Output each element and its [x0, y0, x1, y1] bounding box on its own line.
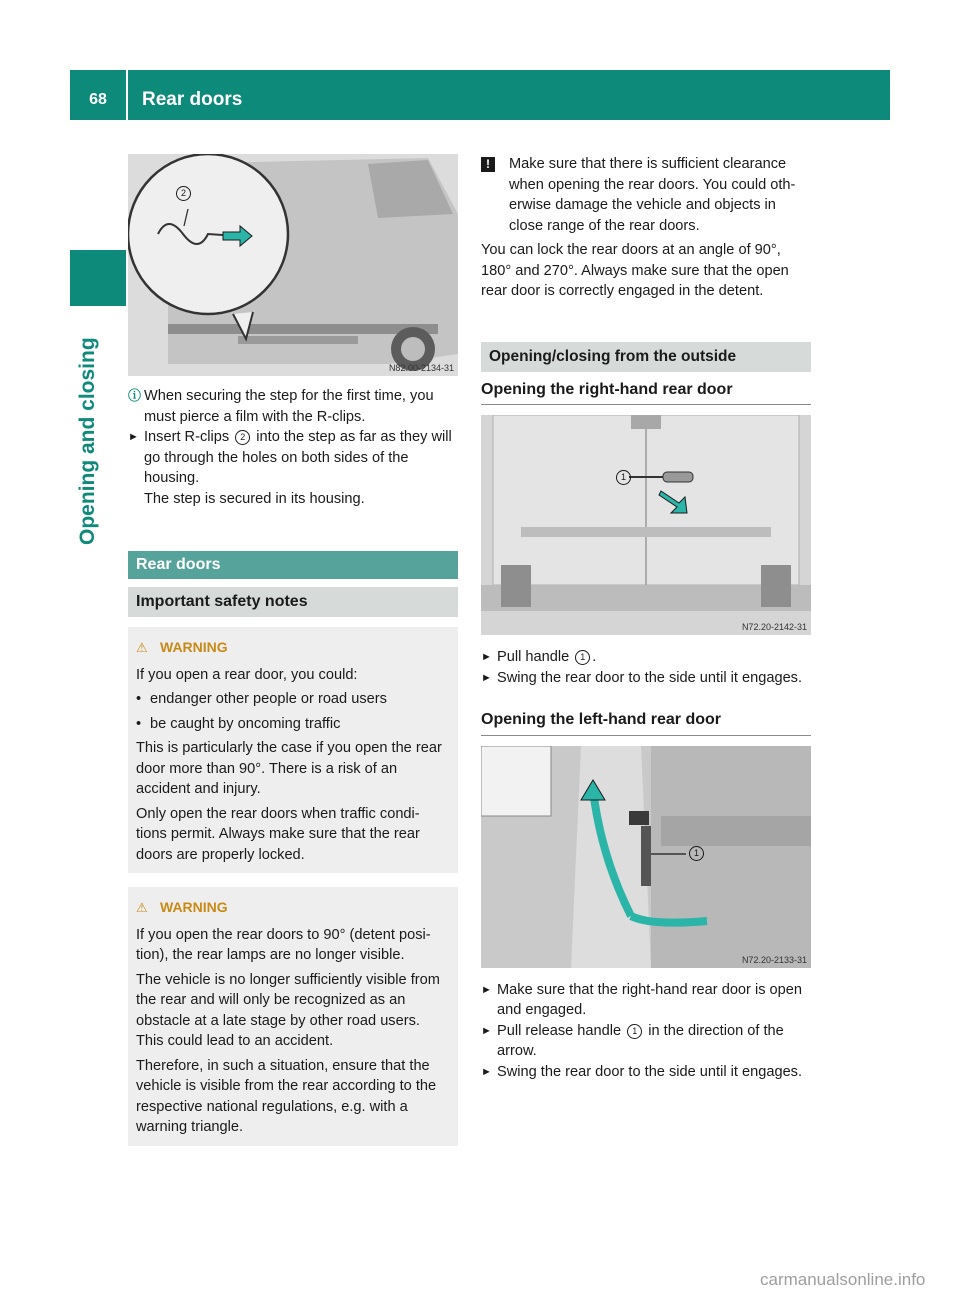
figure-code: N72.20-2142-31: [741, 622, 807, 632]
section-title-outside: Opening/closing from the outside: [481, 342, 811, 372]
caution-text: Make sure that there is sufficient clearance when opening the rear doors. You could oth- erwise damage the vehicle and objects in close range of the rear doors.: [509, 156, 796, 234]
chapter-label: Opening and closing: [76, 337, 99, 545]
header-divider: [126, 70, 128, 120]
step-arrow-icon: ►: [128, 431, 139, 443]
subheading-right-door: Opening the right-hand rear door: [481, 380, 811, 406]
page-header: [70, 70, 890, 120]
right-column: [481, 154, 811, 1082]
callout-1: 1: [616, 470, 631, 485]
subheading-left-door: Opening the left-hand rear door: [481, 710, 811, 736]
step-insert-r-clips: [128, 427, 458, 509]
figure-step-r-clips: [128, 154, 458, 376]
warning-text: Only open the rear doors when traffic condi- tions permit. Always make sure that the rear doors are properly locked.: [136, 805, 420, 863]
section-title: Rear doors: [128, 551, 458, 579]
chapter-tab: [70, 250, 126, 306]
step-result: The step is secured in its housing.: [144, 490, 365, 507]
warning-text: The vehicle is no longer sufficiently visible from the rear and will only be recognized as an obstacle at a late stage by other road users. This could lead to an accident.: [136, 971, 440, 1049]
bullet-icon: •: [136, 691, 142, 707]
step-text: Swing the rear door to the side until it engages.: [497, 1063, 803, 1080]
warning-triangle-icon: ⚠: [136, 640, 148, 655]
warning-box-1: [128, 627, 458, 873]
step-check-right-door: [481, 980, 811, 1021]
page-number: 68: [89, 91, 107, 108]
info-text: When securing the step for the first time, you must pierce a film with the R-clips.: [144, 388, 434, 425]
step-pull-handle: [481, 647, 811, 668]
warning-text: If you open a rear door, you could:: [136, 666, 358, 683]
body-text: You can lock the rear doors at an angle of 90°, 180° and 270°. Always make sure that the open rear door is correctly engaged in the detent.: [481, 242, 789, 299]
rear-door-illustration: [481, 415, 811, 635]
list-item: [136, 689, 450, 710]
step-arrow-icon: ►: [481, 1024, 492, 1037]
callout-ref: 1: [627, 1024, 642, 1039]
caution-icon: !: [481, 157, 495, 172]
warning-box-2: [128, 887, 458, 1146]
warning-label: WARNING: [160, 639, 228, 655]
callout-1: 1: [689, 846, 704, 861]
caution-note: [481, 154, 811, 236]
step-arrow-icon: ►: [481, 671, 492, 684]
subsection-title: Important safety notes: [128, 587, 458, 617]
callout-2: 2: [176, 186, 191, 201]
info-icon: ⓘ: [128, 388, 142, 403]
figure-code: N82.00-2134-31: [388, 363, 454, 373]
step-text: Make sure that the right-hand rear door is open and engaged.: [497, 981, 803, 1018]
step-text: into the step as far as they will go through the holes on both sides of the housing.: [144, 429, 452, 486]
warning-triangle-icon: ⚠: [136, 900, 148, 915]
figure-left-door: [481, 746, 811, 968]
step-text: Swing the rear door to the side until it engages.: [497, 669, 803, 686]
left-column: [128, 154, 458, 1146]
warning-text: Therefore, in such a situation, ensure that the vehicle is visible from the rear according to the respective national regulations, e.g. with a warning triangle.: [136, 1057, 437, 1135]
warning-label: WARNING: [160, 899, 228, 915]
figure-code: N72.20-2133-31: [741, 954, 807, 965]
watermark: carmanualsonline.info: [760, 1270, 926, 1289]
bullet-text: endanger other people or road users: [150, 691, 387, 707]
step-swing-door-left: [481, 1062, 811, 1083]
step-arrow-icon: ►: [481, 651, 492, 663]
info-note: [128, 386, 458, 427]
step-pull-release-handle: [481, 1021, 811, 1062]
list-item: [136, 714, 450, 735]
step-text: Pull release handle: [497, 1022, 622, 1039]
step-text: in the direction of the arrow.: [497, 1022, 784, 1059]
step-swing-door: [481, 668, 811, 689]
warning-text: If you open the rear doors to 90° (detent posi- tion), the rear lamps are no longer visible.: [136, 926, 431, 963]
callout-ref: 1: [575, 650, 590, 665]
step-text: Pull handle: [497, 649, 570, 665]
step-text: .: [592, 649, 597, 665]
page-title: Rear doors: [142, 89, 243, 110]
bullet-icon: •: [136, 715, 142, 732]
left-door-release-illustration: [481, 746, 811, 968]
step-arrow-icon: ►: [481, 983, 492, 996]
warning-text: This is particularly the case if you open the rear door more than 90°. There is a risk of an accident and injury.: [136, 740, 442, 797]
figure-right-door: [481, 415, 811, 635]
step-text: Insert R-clips: [144, 429, 230, 445]
callout-ref: 2: [235, 430, 250, 445]
step-arrow-icon: ►: [481, 1065, 492, 1078]
bullet-text: be caught by oncoming traffic: [150, 715, 341, 732]
